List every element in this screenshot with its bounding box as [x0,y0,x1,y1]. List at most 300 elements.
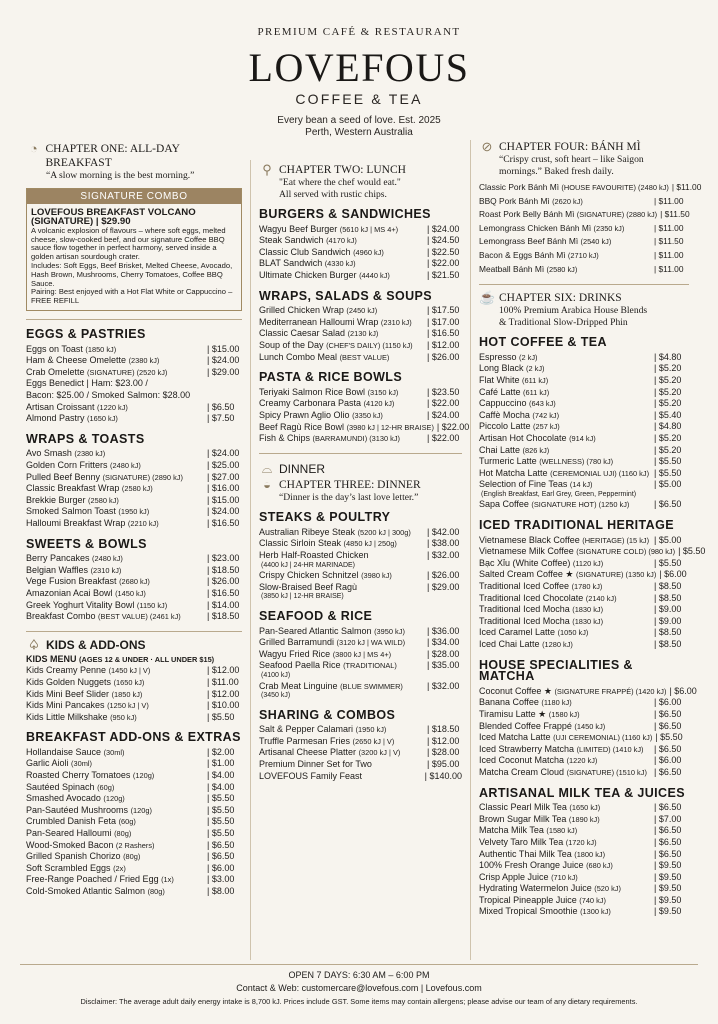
item-title: Classic Club Sandwich [259,246,351,257]
item-name [259,626,405,638]
menu-item [479,825,689,837]
item-title: Classic Breakfast Wrap [26,483,120,494]
item-detail: (1850 kJ) [85,344,117,354]
item-detail: (120g) [103,794,125,804]
menu-item [259,570,462,582]
item-name [259,660,397,672]
item-price: | $12.00 [427,339,460,350]
item-price: | $4.80 [654,351,682,362]
item-price: | $7.00 [654,813,682,824]
menu-item [26,402,242,414]
item-name [259,736,394,748]
menu-item [259,681,462,693]
menu-item [479,456,689,468]
menu-item [26,700,242,712]
item-detail: (SIGNATURE COLD) (980 kJ) [576,547,676,557]
item-title: Premium Dinner Set for Two [259,759,372,770]
item-name [26,495,119,507]
item-note: (4100 kJ) [261,671,291,679]
item-price: | $3.00 [207,874,235,885]
item-name [479,860,613,872]
menu-item [259,626,462,638]
item-name [259,538,397,550]
item-price: | $18.50 [427,724,460,735]
item-name [26,770,154,782]
menu-item [479,883,689,895]
item-detail: (257 kJ) [533,422,560,432]
menu-item [479,468,689,480]
item-price: | $6.00 [654,755,682,766]
item-title: 100% Fresh Orange Juice [479,860,584,871]
chapter-title: CHAPTER SIX: DRINKS [499,292,622,305]
item-name [26,355,159,367]
item-title: Matcha Cream Cloud [479,766,565,777]
lunch-dinner-column [259,162,470,782]
item-price: | $9.00 [654,615,682,626]
item-name [259,759,372,771]
item-price: | $5.20 [654,398,682,409]
item-name [479,375,548,387]
item-name [26,758,92,770]
item-price: | $15.00 [207,494,240,505]
item-detail: (2 Rashers) [115,840,155,850]
item-name [479,849,605,861]
item-price: | $9.50 [654,860,682,871]
item-price: | $26.00 [427,570,460,581]
item-detail: (1450 kJ) [115,588,146,598]
item-title: Artisanal Cheese Platter [259,747,357,758]
item-price: | $11.00 [207,676,239,687]
item-detail: (BARRAMUNDI) (3130 kJ) [312,434,401,444]
item-detail: (2480 kJ) [110,461,141,470]
item-name [479,445,549,457]
item-title: Classic Pork Bánh Mì [479,182,560,192]
item-title: Wood-Smoked Bacon [26,839,114,850]
item-title: Meatball Bánh Mì [479,263,545,274]
item-detail: (611 kJ) [522,375,549,385]
item-price: | $28.00 [427,747,460,758]
menu-item [259,317,462,329]
item-price: | $16.50 [427,328,460,339]
section-title: STEAKS & POULTRY [259,510,391,525]
section-title: EGGS & PASTRIES [26,327,146,342]
item-detail: (SIGNATURE) (1350 kJ) [575,570,657,580]
item-title: Matcha Milk Tea [479,825,544,836]
menu-item [259,433,462,445]
item-price: | $11.50 [660,209,690,220]
footer-divider [20,964,698,965]
menu-item [479,697,689,709]
item-detail: (HOUSE FAVOURITE) (2480 kJ) [561,183,669,192]
item-price: | $32.00 [427,549,460,560]
item-price: | $26.00 [207,576,240,587]
item-title: Beef Ragù Rice Bowl [259,421,345,432]
item-price: | $28.00 [427,648,460,659]
menu-item [479,895,689,907]
item-price: | $22.00 [427,433,460,444]
item-title: Eggs Benedict | Ham: $23.00 / [26,378,148,389]
item-title: Greek Yoghurt Vitality Bowl [26,599,135,610]
item-detail: (3980 kJ | 12-HR BRAISE) [346,422,434,432]
item-detail: (80g) [147,887,165,896]
item-name [259,649,391,661]
motto-text: Every bean a seed of love. Est. 2025 [277,115,441,126]
item-title: Amazonian Acai Bowl [26,587,113,598]
item-detail: (30ml) [71,759,92,769]
menu-item [26,816,242,828]
menu-item [479,181,702,195]
item-price: | $11.50 [654,236,684,247]
item-title: Turmeric Latte [479,456,537,467]
item-detail: (2380 kJ) [128,356,160,366]
menu-item [259,410,462,422]
item-detail: (680 kJ) [586,861,613,871]
item-title: Herb Half-Roasted Chicken [259,549,369,560]
kids-menu-note: (AGES 12 & UNDER · ALL UNDER $15) [79,654,215,664]
item-title: Fish & Chips [259,433,311,444]
menu-item [479,421,689,433]
menu-item [259,736,462,748]
menu-item [479,499,689,511]
chapter-heading [259,163,462,177]
item-title: Salted Cream Coffee ★ [479,569,574,580]
chapter-quote: “Dinner is the day’s last love letter.” [279,491,419,503]
item-name [259,570,392,582]
item-price: | $8.50 [654,592,682,603]
menu-item [259,582,462,594]
item-price: | $38.00 [427,538,460,549]
item-price: | $9.50 [654,883,682,894]
menu-item [479,581,689,593]
item-price: | $25.00 [207,460,240,470]
item-title: Berry Pancakes [26,553,90,564]
item-title: Wagyu Fried Rice [259,648,331,659]
item-detail: (14 kJ) [569,480,593,490]
combo-pairing: Pairing: Best enjoyed with a Hot Flat White or Cappuccino – FREE REFILL [31,287,233,306]
menu-item [26,840,242,852]
menu-item [259,538,462,550]
item-name [479,558,603,570]
menu-item [479,906,689,918]
item-title: Grilled Barramundi [259,637,335,648]
item-title: Soft Scrambled Eggs [26,862,111,873]
menu-item [479,755,689,767]
item-title: Crab Omelette [26,366,85,377]
item-detail: (1220 kJ) [566,756,598,766]
menu-item [26,518,242,530]
combo-price: (SIGNATURE) | $29.90 [31,216,131,228]
item-name [479,410,559,422]
menu-item [26,367,242,379]
item-name [479,581,602,593]
item-detail: (HERITAGE) (15 kJ) [582,535,650,545]
item-detail: (2580 kJ) [121,484,153,494]
menu-item [26,553,242,565]
kids-menu-title: KIDS MENU [26,653,77,664]
menu-item [26,600,242,612]
item-detail: (3120 kJ | WA WILD) [336,638,406,648]
item-title: Coconut Coffee ★ [479,685,552,696]
chapter-heading [479,140,689,154]
item-detail: (1720 kJ) [565,837,597,847]
item-name [479,639,573,651]
item-title: Hydrating Watermelon Juice [479,883,592,894]
item-price: | $6.00 [659,569,687,580]
item-name [479,208,657,222]
cloche-icon: ⌓ [261,460,273,476]
menu-item [259,270,462,282]
menu-item [259,649,462,661]
item-detail: (LIMITED) (1410 kJ) [576,744,644,754]
item-detail: (1050 kJ) [557,628,589,638]
item-title: Free-Range Poached / Fried Egg [26,874,159,885]
item-price: | $5.00 [654,534,682,545]
item-price: | $6.50 [654,825,682,836]
item-name [259,224,398,236]
item-detail: (2130 kJ) [347,329,379,339]
item-price: | $5.50 [655,732,683,743]
item-title: Artisan Croissant [26,401,95,412]
item-detail: (5200 kJ | 300g) [357,527,411,537]
item-title: Lemongrass Chicken Bánh Mì [479,222,592,233]
coffee-cup-icon: ☕ [479,290,496,306]
menu-item [479,872,689,884]
item-detail: (60g) [97,782,115,792]
item-title: Kids Golden Nuggets [26,676,112,687]
item-title: Brekkie Burger [26,494,86,505]
item-price: | $22.50 [427,246,460,257]
menu-item [479,479,689,491]
item-detail: (BEST VALUE) [339,352,390,362]
item-name [479,535,649,547]
divider [26,631,242,632]
item-title: Vietnamese Black Coffee [479,534,580,545]
item-title: Crab Meat Linguine [259,680,338,691]
item-name [479,468,649,480]
item-name [479,387,549,399]
item-price: | $16.50 [207,517,240,528]
item-name [259,247,384,259]
item-title: Eggs on Toast [26,343,83,354]
item-price: | $17.50 [427,305,460,316]
item-detail: (1450 kJ | V) [108,666,151,676]
item-detail: (2710 kJ) [567,250,599,260]
item-name [26,712,137,724]
item-name [259,771,362,783]
item-detail: (1250 kJ | V) [107,701,149,711]
item-detail: (TRADITIONAL) [343,661,397,671]
item-detail: (1450 kJ) [574,721,606,731]
menu-item [479,222,689,236]
item-detail: (120g) [132,771,155,781]
item-title: Australian Ribeye Steak [259,526,356,537]
item-detail: (826 kJ) [522,445,550,455]
item-price: | $5.50 [207,711,235,722]
section-title: BURGERS & SANDWICHES [259,207,431,221]
chapter-quote: "Eat where the chef would eat." [279,177,401,188]
cutlery-icon: ⚲ [262,162,272,177]
item-title: Pulled Beef Benny [26,471,101,482]
item-title: Traditional Iced Coffee [479,581,570,592]
item-detail: (1950 kJ) [355,725,387,735]
item-detail: (1890 kJ) [568,814,600,824]
item-name [259,582,357,594]
item-name [479,744,644,756]
item-title: Classic Sirloin Steak [259,538,342,549]
menu-item [479,604,689,616]
menu-item [479,263,689,277]
dinner-heading [259,462,462,476]
menu-item [259,387,462,399]
item-detail: (4170 kJ) [326,236,357,246]
item-name [479,195,583,209]
menu-item [26,758,242,770]
item-name [479,732,652,744]
item-title: Kids Creamy Penne [26,665,107,676]
kids-title: KIDS & ADD-ONS [46,637,146,652]
item-detail: (1850 kJ) [111,689,143,699]
item-detail: (2480 kJ) [92,554,123,564]
kids-menu-label [26,654,242,666]
item-detail: (2310 kJ) [380,317,412,327]
item-title: Espresso [479,351,517,362]
item-title: Vege Fusion Breakfast [26,576,117,587]
item-price: | $8.50 [654,639,682,649]
item-name [26,553,123,565]
menu-item [479,235,689,249]
item-name [26,588,146,600]
item-price: | $6.00 [207,862,235,873]
item-detail: (80g) [123,852,141,862]
menu-item [259,340,462,352]
item-price: | $6.00 [669,685,697,696]
item-name [479,263,577,277]
item-price: | $6.50 [207,839,235,850]
item-detail: (1x) [161,875,174,885]
divider [26,319,242,320]
menu-item [479,837,689,849]
section-title: WRAPS & TOASTS [26,431,145,446]
item-price: | $6.50 [654,766,682,777]
item-price: | $6.50 [654,743,682,754]
menu-item [26,851,242,863]
item-detail: (710 kJ) [551,872,578,882]
menu-item [479,558,689,570]
combo-description: A volcanic explosion of flavours – where soft eggs, melted cheese, slow-cooked beef, and our signature Coffee BBQ sauce flow together in perfect harmony, served inside a golden artisan sourdough crater. [31,225,226,262]
item-name [479,697,572,709]
item-price: | $6.50 [207,851,235,862]
item-detail: (1830 kJ) [572,605,604,615]
item-title: Belgian Waffles [26,564,89,575]
item-name [26,611,181,623]
item-price: | $5.50 [654,467,682,478]
item-title: Lemongrass Beef Bánh Mì [479,236,579,247]
menu-item [259,527,462,539]
item-title: Crisp Apple Juice [479,871,549,882]
menu-item [26,460,242,472]
item-name [259,258,356,270]
item-name [26,665,150,677]
item-price: | $12.00 [427,735,460,746]
menu-item [479,732,689,744]
item-name [479,604,603,616]
item-title: Avo Smash [26,448,72,459]
item-name [479,249,599,263]
item-detail: (2680 kJ) [119,577,150,587]
menu-item [479,802,689,814]
item-name [26,689,142,701]
item-detail: (1650 kJ) [569,803,601,813]
menu-item [259,421,470,434]
item-name [259,305,377,317]
item-name [26,367,167,379]
item-name [26,600,167,612]
item-name [26,816,136,828]
menu-item [479,208,689,222]
item-title: Classic Pearl Milk Tea [479,802,567,813]
item-price: | $9.50 [654,894,682,905]
item-title: Mixed Tropical Smoothie [479,906,578,917]
item-title: Caffè Mocha [479,409,530,420]
item-price: | $24.00 [207,448,240,459]
item-title: Classic Caesar Salad [259,328,346,339]
item-detail: (1300 kJ) [580,907,611,917]
menu-item [259,550,462,562]
item-title: Velvety Taro Milk Tea [479,836,564,847]
kids-heading [26,638,242,652]
menu-item [26,677,242,689]
menu-item [479,352,689,364]
item-name [26,576,150,588]
item-price: | $24.00 [427,409,460,420]
item-name [479,569,656,581]
menu-item [26,495,242,507]
item-name [259,681,403,693]
menu-item [26,344,242,356]
item-name [479,616,603,628]
item-title: Selection of Fine Teas [479,479,568,490]
item-title: Wagyu Beef Burger [259,223,338,234]
item-detail: (3150 kJ) [367,387,399,397]
item-name [259,527,411,539]
item-name [479,433,596,445]
item-detail: (742 kJ) [532,410,560,420]
item-name [259,724,386,736]
item-title: Tiramisu Latte ★ [479,708,547,719]
item-detail: (3350 kJ) [352,410,383,420]
item-price: | $34.00 [427,637,460,648]
item-name [26,828,131,840]
item-title: BLAT Sandwich [259,258,323,269]
item-detail: (2350 kJ) [593,223,625,233]
item-price: | $5.00 [654,479,682,490]
menu-item [479,387,689,399]
baguette-icon: ⊘ [481,139,493,154]
item-price: | $8.50 [654,627,682,638]
item-note: (4400 kJ | 24-HR MARINADE) [261,561,356,569]
item-name [479,906,611,918]
drinks-column [479,139,706,918]
menu-item [479,433,689,445]
signature-combo-box [26,188,242,312]
breakfast-column [26,142,242,898]
item-price: | $29.00 [427,581,460,592]
item-name [26,565,121,577]
item-title: Ham & Cheese Omelette [26,355,127,366]
item-detail: (CHEF'S DAILY) (1150 kJ) [326,340,413,350]
item-name [479,767,647,779]
item-price: | $6.50 [654,836,682,847]
